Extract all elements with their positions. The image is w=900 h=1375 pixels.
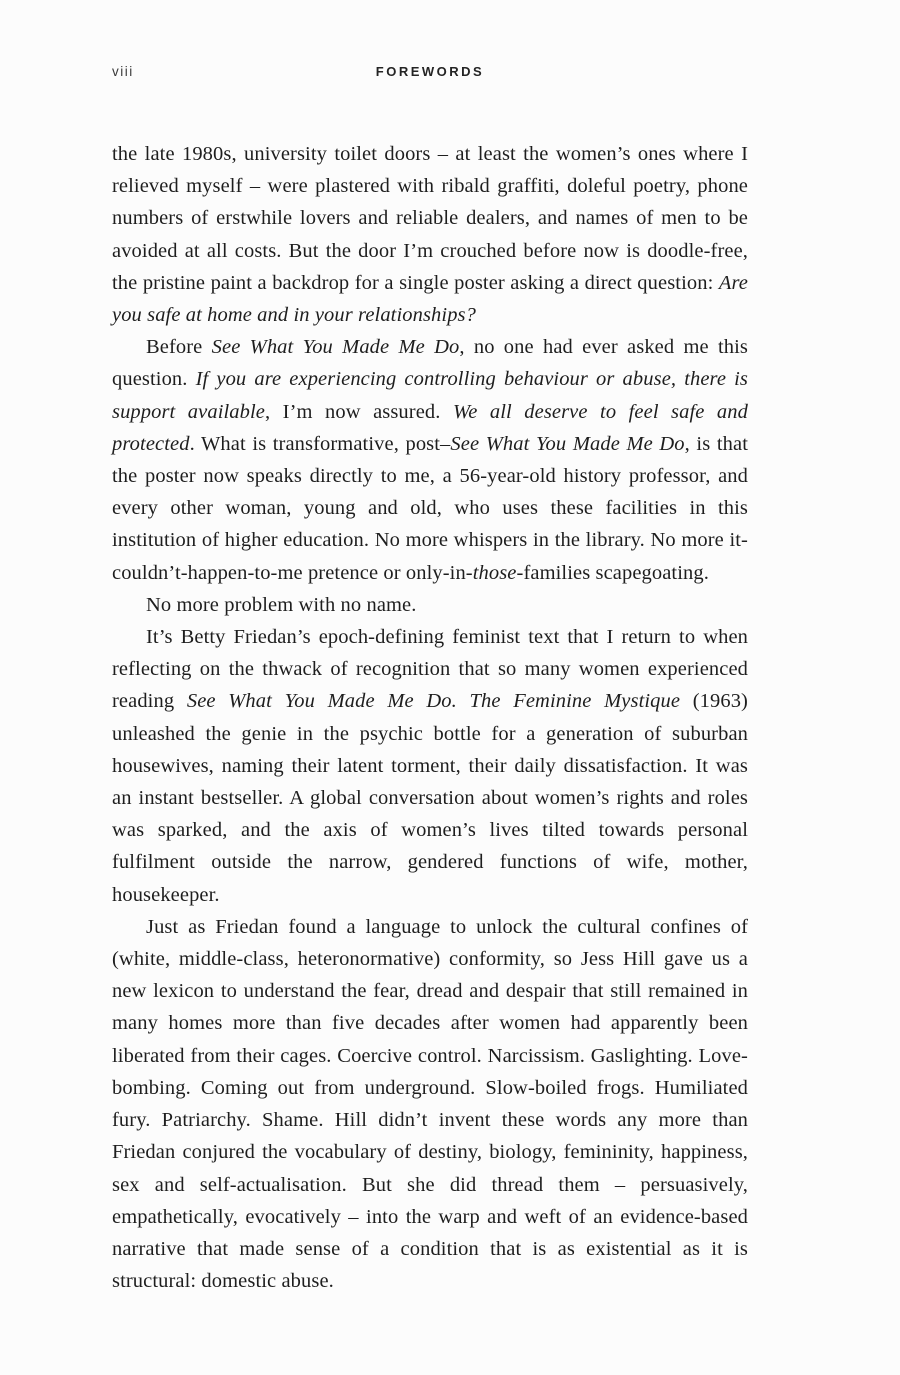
text-run: , is that the poster now speaks directly to me, a 56-year-old history professor, and every other woman, young and old, who uses these facilities in this institution of higher education. No more whispers in the library. No more it-couldn’t-happen-to-me pretence or only-in- — [112, 432, 748, 584]
italic-text-run: See What You Made Me Do. The Feminine Mystique — [186, 690, 681, 713]
paragraph — [112, 911, 748, 1297]
text-run: the late 1980s, university toilet doors – at least the women’s ones where I relieved myself – were plastered with ribald graffiti, doleful poetry, phone numbers of erstwhile lovers and reliable dealers, and names of men to be avoided at all costs. But the door I’m crouched before now is doodle-free, the pristine paint a backdrop for a single poster asking a direct question: — [112, 143, 748, 294]
page-header — [112, 64, 748, 84]
text-run: . What is transformative, post– — [189, 432, 451, 455]
italic-text-run: If you are experiencing controlling behaviour or abuse, there is support available — [112, 368, 748, 423]
text-body — [112, 138, 748, 1297]
text-run: , I’m now assured. — [265, 400, 453, 423]
paragraph — [112, 589, 748, 621]
italic-text-run: See What You Made Me Do — [450, 432, 685, 455]
text-run: -families scapegoating. — [516, 561, 709, 584]
text-run: (1963) unleashed the genie in the psychic bottle for a generation of suburban housewives, naming their latent torment, their daily dissatisfaction. It was an instant bestseller. A global conversation about women’s rights and roles was sparked, and the axis of women’s lives tilted towards personal fulfilment outside the narrow, gendered functions of wife, mother, housekeeper. — [112, 690, 748, 906]
text-run: Just as Friedan found a language to unlock the cultural confines of (white, middle-class, heteronormative) conformity, so Jess Hill gave us a new lexicon to understand the fear, dread and despair that still remained in many homes more than five decades after women had apparently been liberated from their cages. Coercive control. Narcissism. Gaslighting. Love-bombing. Coming out from underground. Slow-boiled frogs. Humiliated fury. Patriarchy. Shame. Hill didn’t invent these words any more than Friedan conjured the vocabulary of destiny, biology, femininity, happiness, sex and self-actualisation. But she did thread them – persuasively, empathetically, evocatively – into the warp and weft of an evidence-based narrative that made sense of a condition that is as existential as it is structural: domestic abuse. — [112, 915, 748, 1293]
page-number: viii — [112, 64, 134, 79]
text-run: Before — [146, 336, 212, 359]
running-head: FOREWORDS — [375, 64, 485, 79]
text-run: , no one had ever asked me this question. — [112, 336, 748, 391]
text-run: No more problem with no name. — [146, 593, 417, 616]
italic-text-run: See What You Made Me Do — [211, 336, 460, 359]
italic-text-run: We all deserve to feel safe and protected — [112, 400, 748, 455]
paragraph — [112, 331, 748, 589]
paragraph — [112, 621, 748, 911]
paragraph — [112, 138, 748, 331]
italic-text-run: those — [472, 561, 517, 584]
italic-text-run: Are you safe at home and in your relationships? — [112, 271, 748, 327]
text-run: It’s Betty Friedan’s epoch-defining feminist text that I return to when reflecting on the thwack of recognition that so many women experienced reading — [112, 626, 748, 713]
